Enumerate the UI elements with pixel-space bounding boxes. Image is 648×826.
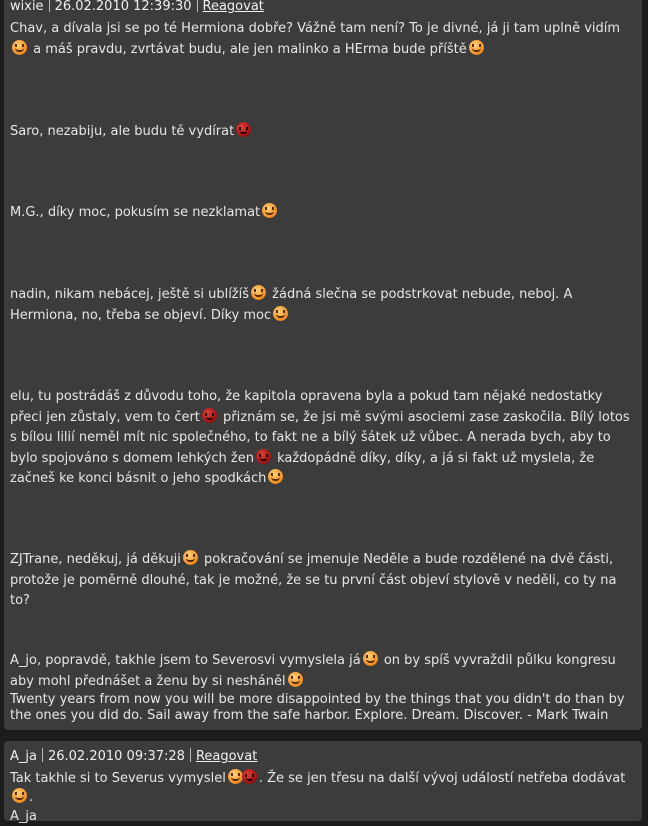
comment-author: A_ja [10,749,37,764]
paragraph-text: a máš pravdu, zvrtávat budu, ale jen malinko a HErma bude příště [29,41,467,57]
header-divider [49,0,50,12]
paragraph-text: elu, tu postrádáš z důvodu toho, že kapitola opravena byla a pokud tam nějaké nedostatky přeci jen zůstaly, vem to čert [10,389,603,425]
smile-emoticon-icon [183,550,198,565]
paragraph-text: každopádně díky, díky, a já si fakt už myslela, že začneš ke konci básnit o jeho spodkách [10,450,595,486]
comment-header [10,0,264,16]
header-divider [42,748,43,762]
comment-paragraph [10,550,634,612]
comment-paragraph [10,285,634,326]
paragraph-text: Tak takhle si to Severus vymyslel [10,771,226,786]
comment-date: 26.02.2010 12:39:30 [54,0,192,14]
smile-emoticon-icon [273,306,288,321]
paragraph-text: pokračování se jmenuje Neděle a bude rozdělené na dvě části, protože je poměrně dlouhé, tak je možné, že se tu první část objeví stylově v neděli, co ty na to? [10,552,617,608]
smile-emoticon-icon [251,285,266,300]
paragraph-text: A_jo, popravdě, takhle jsem to Severosvi vymyslela já [10,653,361,668]
paragraph-text: Chav, a dívala jsi se po té Hermiona dobře? Vážně tam není? To je divné, já ji tam uplně vidím [10,21,621,36]
comment-paragraph [10,769,634,826]
comment-date: 26.02.2010 09:37:28 [47,749,185,764]
paragraph-text: ZJTrane, neděkuj, já děkuji [10,552,181,567]
smile-emoticon-icon [12,40,27,55]
smile-emoticon-icon [228,769,243,784]
reply-link[interactable]: Reagovat [202,0,264,14]
comment-paragraph [10,203,634,224]
header-divider [197,0,198,12]
comment-card [4,0,642,730]
reply-link[interactable]: Reagovat [195,749,258,764]
devil-emoticon-icon [202,408,217,423]
devil-emoticon-icon [236,122,251,137]
paragraph-text: . Že se jen třesu na další vývoj událostí netřeba dodávat [258,771,626,786]
signature-quote: Twenty years from now you will be more disappointed by the things that you didn't do than by the ones you did do. Sail away from the safe harbor. Explore. Dream. Discover. - Mark Twain [10,692,625,723]
comment-paragraph [10,387,634,490]
paragraph-text: Saro, nezabiju, ale budu tě vydírat [10,124,235,139]
header-divider [190,748,191,762]
comment-header [10,748,257,766]
paragraph-text: přiznám se, že jsi mě svými asociemi zase zaskočila. Bílý lotos s bílou lilií neměl mít nic společného, to fakt ne a bílý šátek už vůbec. A nerada bych, aby to bylo spojováno s domem lehkých žen [10,409,630,466]
smile-emoticon-icon [469,40,484,55]
comment-author: wixie [10,0,44,14]
smile-emoticon-icon [262,203,277,218]
smile-emoticon-icon [363,651,378,666]
signature-text: A_ja [10,809,37,824]
paragraph-text: M.G., díky moc, pokusím se nezklamat [10,205,261,220]
smile-emoticon-icon [268,469,283,484]
paragraph-text: nadin, nikam nebácej, ještě si ublížíš [10,287,250,302]
paragraph-text: . [29,790,34,805]
comment-paragraph [10,19,634,60]
comment-paragraph [10,651,634,727]
devil-emoticon-icon [242,769,257,784]
comment-card [4,741,642,824]
smile-emoticon-icon [12,788,27,803]
paragraph-text: on by spíš vyvraždil půlku kongresu aby mohl přednášet a ženu by si nesháněl [10,653,616,689]
smile-emoticon-icon [288,672,303,687]
devil-emoticon-icon [256,449,271,464]
comment-paragraph [10,122,634,143]
paragraph-text: žádná slečna se podstrkovat nebude, neboj. A Hermiona, no, třeba se objeví. Díky moc [10,287,573,323]
